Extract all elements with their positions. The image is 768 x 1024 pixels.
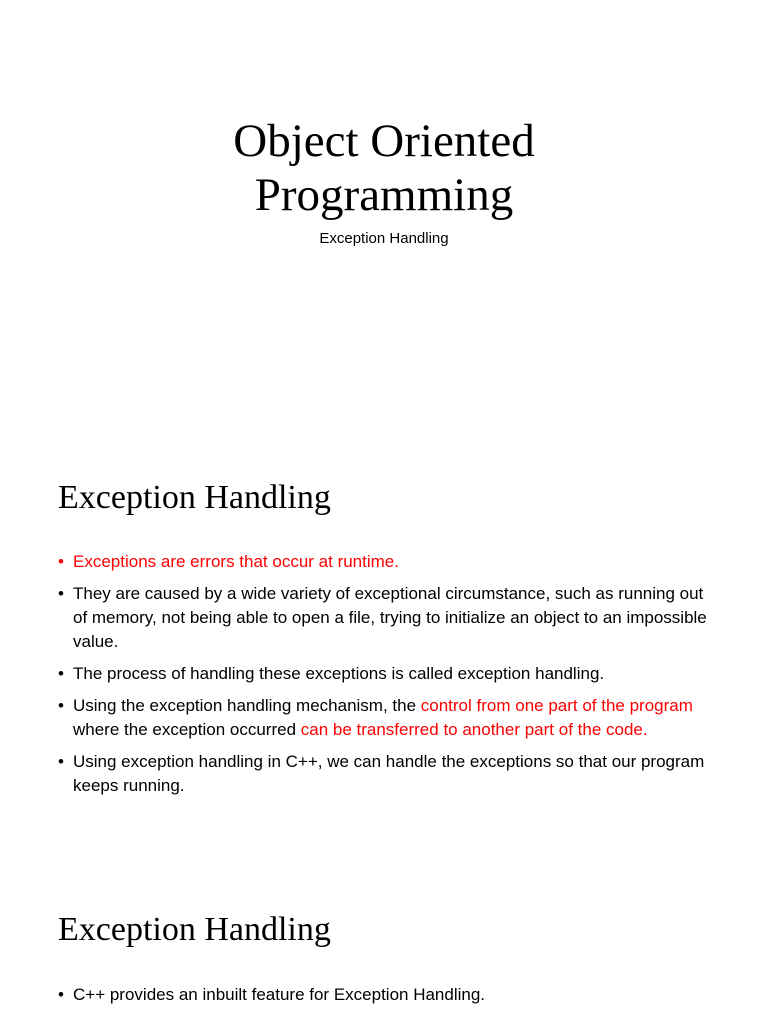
bullet-item <box>58 662 718 686</box>
bullet-item <box>58 750 718 798</box>
slide-exception-handling-2 <box>0 864 768 1024</box>
slide-title <box>0 0 768 432</box>
bullet-item <box>58 694 718 742</box>
bullet-dot: • <box>58 664 64 683</box>
slide-exception-handling-1 <box>0 432 768 864</box>
bullet-item <box>58 983 718 1007</box>
bullet-item <box>58 550 718 574</box>
bullet-text: They are caused by a wide variety of exceptional circumstance, such as running out of memory, not being able to open a file, trying to initialize an object to an impossible value. <box>73 584 707 651</box>
slide-heading: Exception Handling <box>58 911 331 948</box>
bullet-text: Using exception handling in C++, we can handle the exceptions so that our program keeps running. <box>73 752 705 795</box>
bullet-emphasis: can be transferred to another part of the code. <box>300 720 648 739</box>
slide-heading: Exception Handling <box>58 479 331 516</box>
presentation-title <box>0 114 768 222</box>
bullet-text: The process of handling these exceptions is called exception handling. <box>73 664 605 683</box>
bullet-list <box>58 550 718 806</box>
bullet-dot: • <box>58 584 64 603</box>
title-line-1: Object Oriented <box>233 115 535 167</box>
bullet-text: Using the exception handling mechanism, the <box>73 696 421 715</box>
title-line-2: Programming <box>254 169 514 221</box>
bullet-text: C++ provides an inbuilt feature for Exception Handling. <box>73 985 486 1004</box>
bullet-text: where the exception occurred <box>73 720 301 739</box>
bullet-list <box>58 983 718 1015</box>
bullet-emphasis: control from one part of the program <box>420 696 693 715</box>
bullet-dot: • <box>58 552 64 571</box>
bullet-dot: • <box>58 696 64 715</box>
bullet-dot: • <box>58 752 64 771</box>
bullet-text: Exceptions are errors that occur at runtime. <box>73 552 399 571</box>
bullet-item <box>58 582 718 654</box>
presentation-subtitle: Exception Handling <box>319 230 449 247</box>
bullet-dot: • <box>58 985 64 1004</box>
